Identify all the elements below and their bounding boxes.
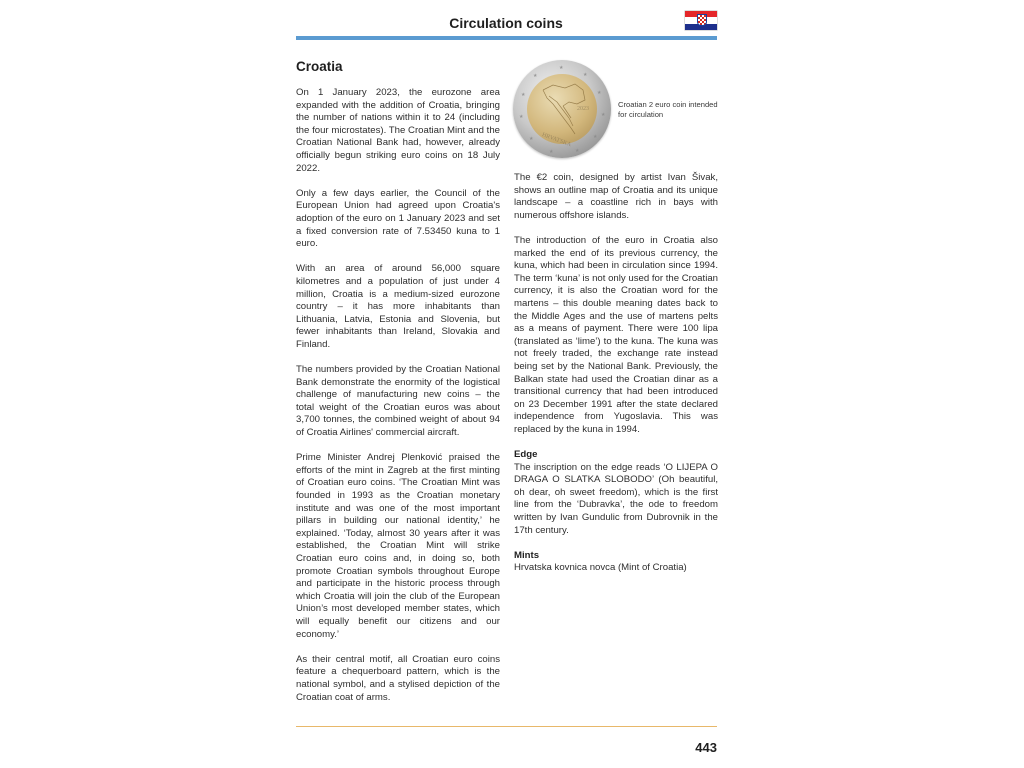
- svg-text:★: ★: [533, 73, 538, 79]
- edge-text: The inscription on the edge reads ‘O LIJEPA O DRAGA O SLATKA SLOBODO’ (Oh beautiful, oh dear, oh sweet freedom), which is the first line from the ‘Dubravka’, the ode to freedom written by Ivan Gundulic from Dubrovnik in the 17th century.: [514, 461, 718, 536]
- paragraph: Prime Minister Andrej Plenković praised the efforts of the mint in Zagreb at the first minting of Croatian euro coins. ‘The Croatian Mint was founded in 1993 as the Croatian monetary institute and was one of the most important pillars in building our national identity,’ he explained. ‘Today, almost 30 years after it was established, the Croatian Mint will strike Croatian euro coins and, in doing so, both promote Croatian symbols throughout Europe and participate in the historic process through which Croatia will join the club of the European Union’s most developed member states, which will equally benefit our citizens and our economy.’: [296, 452, 500, 640]
- croatia-flag-icon: [685, 11, 717, 30]
- svg-text:★: ★: [549, 149, 554, 155]
- left-column: [296, 60, 500, 717]
- page-number: 443: [695, 740, 717, 755]
- svg-text:★: ★: [601, 112, 606, 118]
- paragraph: On 1 January 2023, the eurozone area expanded with the addition of Croatia, bringing the number of nations within it to 24 (including the four microstates). The Croatian Mint and the Croatian National Bank had, however, already officially begun striking euro coins on 18 July 2022.: [296, 87, 500, 174]
- paragraph: The €2 coin, designed by artist Ivan Šivak, shows an outline map of Croatia and its unique landscape – a coastline rich in bays with numerous offshore islands.: [514, 172, 718, 221]
- coin-map-icon: [513, 60, 611, 158]
- page-header-title: Circulation coins: [449, 15, 563, 31]
- right-column: [514, 172, 718, 588]
- svg-text:★: ★: [559, 65, 564, 71]
- svg-text:★: ★: [593, 134, 598, 140]
- svg-text:★: ★: [521, 92, 526, 98]
- section-heading: Croatia: [296, 59, 343, 74]
- paragraph: With an area of around 56,000 square kilometres and a population of just under 4 million, Croatia is a medium-sized eurozone country – it has more inhabitants than Lithuania, Latvia, Estonia and Slovenia, but fewer inhabitants than Ireland, Slovakia and Finland.: [296, 263, 500, 350]
- paragraph: The numbers provided by the Croatian National Bank demonstrate the enormity of the logistical challenge of manufacturing new coins – the total weight of the Croatian euros was about 3,700 tonnes, the combined weight of about 94 of Croatia Airlines' commercial aircraft.: [296, 364, 500, 439]
- paragraph: As their central motif, all Croatian euro coins feature a chequerboard pattern, which is the national symbol, and a stylised depiction of the Croatian coat of arms.: [296, 653, 500, 703]
- footer-divider: [296, 726, 717, 727]
- paragraph: Only a few days earlier, the Council of the European Union had agreed upon Croatia's adoption of the euro on 1 January 2023 and set a fixed conversion rate of 7.53450 kuna to 1 euro.: [296, 187, 500, 250]
- coin-caption: Croatian 2 euro coin intended for circulation: [618, 100, 718, 119]
- svg-text:HRVATSKA: HRVATSKA: [541, 132, 572, 149]
- coat-of-arms-icon: [697, 14, 707, 26]
- croatian-2-euro-coin-image: [513, 60, 611, 158]
- mints-heading: Mints: [514, 549, 540, 561]
- svg-text:★: ★: [519, 114, 524, 120]
- edge-heading: Edge: [514, 449, 538, 461]
- mints-text: Hrvatska kovnica novca (Mint of Croatia): [514, 562, 687, 574]
- header-divider: [296, 36, 717, 40]
- paragraph: The introduction of the euro in Croatia also marked the end of its previous currency, the kuna, which had been in circulation since 1994. The term ‘kuna’ is not only used for the Croatian currency, it is also the Croatian word for the martens – this double meaning dates back to the Middle Ages and the use of martens pelts as a means of payment. There were 100 lipa (translated as ‘lime’) to the kuna. The kuna was not freely traded, the exchange rate instead being set by the National Bank. Previously, the Balkan state had used the Croatian dinar as a transitional currency that had been introduced on 23 December 1991 after the state declared independence from Yugoslavia. This was replaced by the kuna in 1994.: [514, 234, 718, 435]
- svg-text:2023: 2023: [577, 106, 589, 112]
- svg-text:★: ★: [529, 136, 534, 142]
- svg-text:★: ★: [583, 72, 588, 78]
- svg-text:★: ★: [597, 90, 602, 96]
- svg-text:★: ★: [575, 148, 580, 154]
